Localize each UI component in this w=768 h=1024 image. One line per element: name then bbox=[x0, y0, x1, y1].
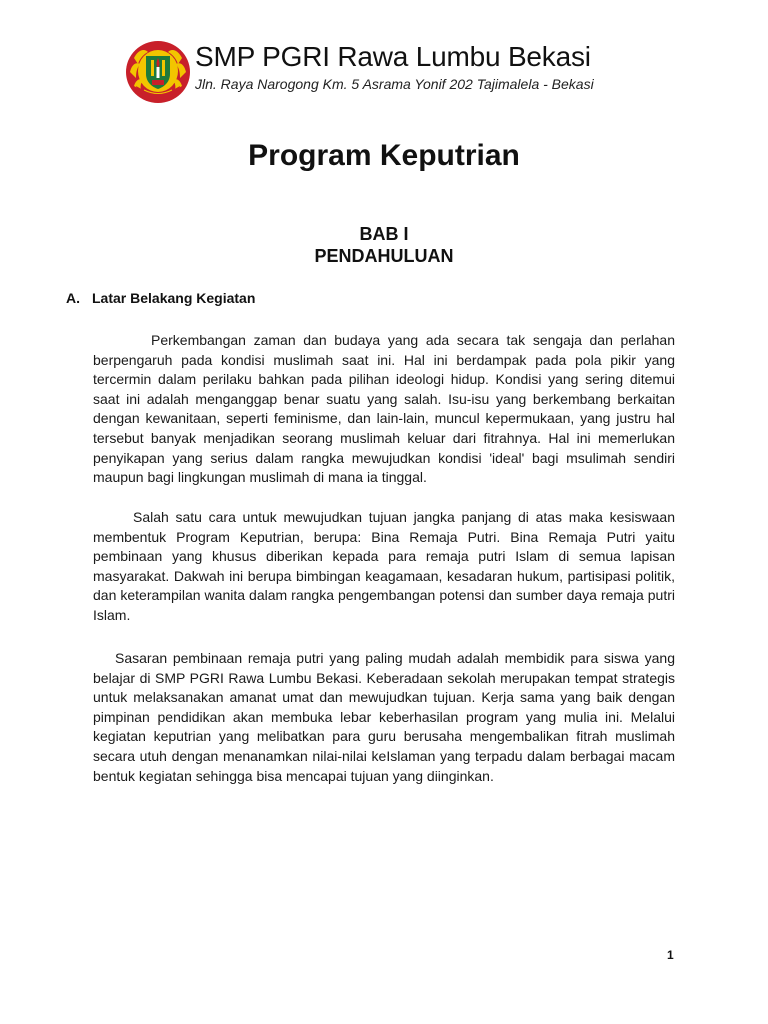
section-title: Latar Belakang Kegiatan bbox=[92, 290, 256, 306]
paragraph: Sasaran pembinaan remaja putri yang paling mudah adalah membidik para siswa yang belajar di SMP PGRI Rawa Lumbu Bekasi. Keberadaan sekolah merupakan tempat strategis untuk melaksanakan amanat umat dan mewujudkan tujuan. Kerja sama yang baik dengan pimpinan pendidikan akan membuka lebar keberhasilan program yang mulia ini. Melalui kegiatan keputrian yang melibatkan para guru berusaha mengembalikan fitrah muslimah secara utuh dengan menanamkan nilai-nilai keIslaman yang terpadu dalam berbagai macam bentuk kegiatan sehingga bisa mencapai tujuan yang diinginkan. bbox=[93, 650, 675, 784]
chapter-number: BAB I bbox=[359, 224, 409, 244]
page-number: 1 bbox=[667, 948, 674, 962]
letterhead bbox=[124, 38, 684, 106]
school-address: Jln. Raya Narogong Km. 5 Asrama Yonif 202 Tajimalela - Bekasi bbox=[195, 76, 594, 92]
pgri-emblem-icon bbox=[124, 38, 192, 106]
school-name: SMP PGRI Rawa Lumbu Bekasi bbox=[195, 41, 591, 72]
document-title: Program Keputrian bbox=[248, 139, 520, 172]
section-heading bbox=[66, 290, 255, 306]
paragraph: Salah satu cara untuk mewujudkan tujuan jangka panjang di atas maka kesiswaan membentuk Program Keputrian, berupa: Bina Remaja Putri. Bina Remaja Putri yaitu pembinaan yang khusus diberikan kepada para remaja putri Islam di semua lapisan masyarakat. Dakwah ini berupa bimbingan keagamaan, kesadaran hukum, partisipasi politik, dan keterampilan wanita dalam rangka pengembangan potensi dan sumber daya remaja putri Islam. bbox=[93, 509, 675, 623]
section-letter: A. bbox=[66, 290, 80, 306]
paragraph: Perkembangan zaman dan budaya yang ada secara tak sengaja dan perlahan berpengaruh pada kondisi muslimah saat ini. Hal ini berdampak pada pola pikir yang tercermin dalam perilaku bahkan pada pilihan ideologi hidup. Kondisi yang sering ditemui saat ini adalah menganggap benar suatu yang salah. Isu-isu yang berkembang berkaitan dengan kewanitaan, seperti feminisme, dan lain-lain, muncul kepermukaan, yang justru hal tersebut banyak menjadikan seorang muslimah keluar dari fitrahnya. Hal ini memerlukan penyikapan yang serius dalam rangka mewujudkan kondisi 'ideal' bagi msulimah sendiri maupun bagi lingkungan muslimah di mana ia tinggal. bbox=[93, 332, 675, 486]
chapter-name: PENDAHULUAN bbox=[314, 246, 454, 266]
